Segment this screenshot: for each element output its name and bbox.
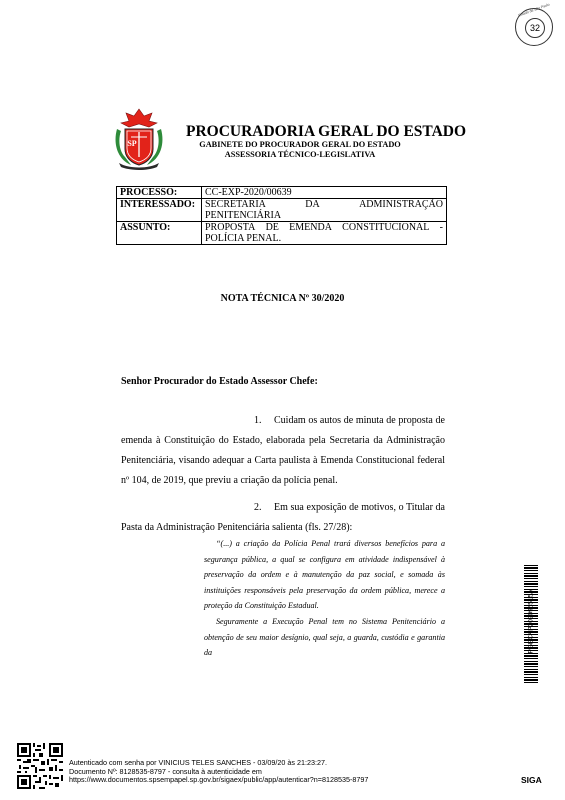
organization-subtitle-1: GABINETE DO PROCURADOR GERAL DO ESTADO bbox=[199, 140, 401, 149]
quote-paragraph-1 bbox=[204, 536, 445, 614]
paragraph-1 bbox=[121, 411, 445, 491]
paragraph-text: Em sua exposição de motivos, o Titular da Pasta da Administração Penitenciária salienta (fls. 27/28): bbox=[121, 502, 445, 533]
quote-paragraph-2 bbox=[204, 614, 445, 661]
authentication-link[interactable]: https://www.documentos.spsempapel.sp.gov.br/sigaex/public/app/autenticar?n=8128535-8797 bbox=[69, 775, 369, 784]
processo-value: CC-EXP-2020/00639 bbox=[202, 187, 447, 199]
authentication-footer bbox=[69, 759, 368, 785]
paragraph-2 bbox=[121, 498, 445, 538]
stamp-text: Estado de São Paulo bbox=[517, 2, 551, 18]
interessado-label: INTERESSADO: bbox=[117, 199, 202, 222]
siga-logo: SIGA bbox=[521, 775, 542, 785]
table-row bbox=[117, 199, 447, 222]
barcode-label: PGECAP202096515A bbox=[527, 589, 535, 654]
assunto-label: ASSUNTO: bbox=[117, 222, 202, 245]
process-info-table bbox=[116, 186, 447, 245]
sao-paulo-coat-of-arms-icon bbox=[111, 107, 167, 171]
organization-title: PROCURADORIA GERAL DO ESTADO bbox=[186, 123, 467, 140]
quote-text: “(...) a criação da Polícia Penal trará diversos benefícios para a segurança pública, a qual se configura em atividade indispensável à preservação da ordem e à manutenção da paz social, e somada às instituições responsáveis pela preservação da ordem pública, merece a proteção da Constituição Estadual. bbox=[204, 539, 445, 611]
footer-line: Documento Nº: 8128535-8797 - consulta à autenticidade em bbox=[69, 766, 262, 776]
page-number-stamp bbox=[515, 2, 553, 46]
interessado-value: SECRETARIA DA ADMINISTRAÇÃO PENITENCIÁRIA bbox=[202, 199, 447, 222]
svg-text:SP: SP bbox=[127, 139, 137, 148]
organization-subtitle-2: ASSESSORIA TÉCNICO-LEGISLATIVA bbox=[224, 150, 376, 159]
assunto-value: PROPOSTA DE EMENDA CONSTITUCIONAL - POLÍCIA PENAL. bbox=[202, 222, 447, 245]
table-row bbox=[117, 187, 447, 199]
greeting: Senhor Procurador do Estado Assessor Chefe: bbox=[121, 376, 318, 387]
note-title: NOTA TÉCNICA Nº 30/2020 bbox=[220, 293, 345, 304]
page-number: 32 bbox=[525, 18, 545, 38]
processo-label: PROCESSO: bbox=[117, 187, 202, 199]
quote-text: Seguramente a Execução Penal tem no Sistema Penitenciário a obtenção de seu maior desígnio, qual seja, a guarda, custódia e garantia da bbox=[204, 617, 445, 658]
letterhead bbox=[186, 124, 486, 160]
qr-code-icon bbox=[17, 743, 63, 789]
table-row bbox=[117, 222, 447, 245]
paragraph-number: 2. bbox=[254, 502, 262, 513]
paragraph-number: 1. bbox=[254, 415, 262, 426]
paragraph-text: Cuidam os autos de minuta de proposta de emenda à Constituição do Estado, elaborada pela Secretaria da Administração Penitenciária, visando adequar a Carta paulista à Emenda Constitucional federal nº 104, de 2019, que previu a criação da polícia penal. bbox=[121, 415, 445, 486]
footer-line: Autenticado com senha por VINICIUS TELES SANCHES - 03/09/20 às 21:23:27. bbox=[69, 758, 327, 767]
